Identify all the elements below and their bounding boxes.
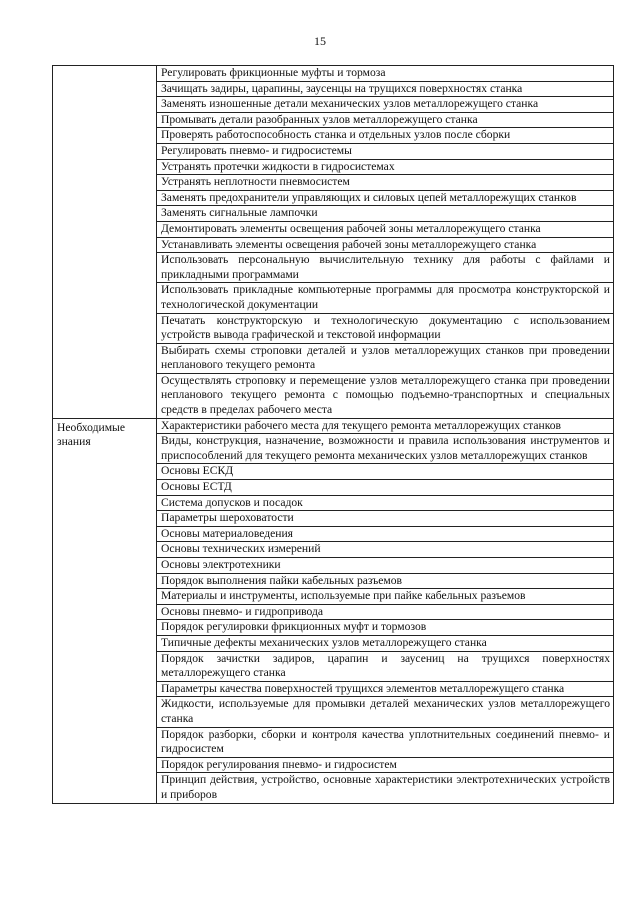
skill-item: Промывать детали разобранных узлов металлорежущего станка [157,112,614,128]
knowledge-item: Основы электротехники [157,558,614,574]
skill-item: Зачищать задиры, царапины, заусенцы на трущихся поверхностях станка [157,81,614,97]
knowledge-item: Параметры качества поверхностей трущихся элементов металлорежущего станка [157,681,614,697]
skill-row [53,66,614,82]
skill-item: Использовать прикладные компьютерные программы для просмотра конструкторской и технологической документации [157,283,614,313]
knowledge-item: Порядок регулирования пневмо- и гидросистем [157,757,614,773]
skill-item: Заменять предохранители управляющих и силовых цепей металлорежущих станков [157,190,614,206]
skill-item: Демонтировать элементы освещения рабочей зоны металлорежущего станка [157,221,614,237]
skill-label [53,66,157,419]
skill-item: Осуществлять строповку и перемещение узлов металлорежущего станка при проведении непланового текущего ремонта с помощью подъемно-транспортных и специальных средств в пределах рабочего места [157,373,614,418]
knowledge-label: Необходимые знания [53,418,157,803]
skill-item: Проверять работоспособность станка и отдельных узлов после сборки [157,128,614,144]
knowledge-item: Материалы и инструменты, используемые при пайке кабельных разъемов [157,589,614,605]
skill-item: Устранять протечки жидкости в гидросистемах [157,159,614,175]
knowledge-item: Порядок зачистки задиров, царапин и заусениц на трущихся поверхностях металлорежущего станка [157,651,614,681]
knowledge-item: Жидкости, используемые для промывки деталей механических узлов металлорежущего станка [157,697,614,727]
skill-item: Регулировать пневмо- и гидросистемы [157,143,614,159]
knowledge-row [53,418,614,434]
page-number: 15 [314,34,326,48]
requirements-table [52,65,614,804]
knowledge-item: Основы технических измерений [157,542,614,558]
knowledge-item: Параметры шероховатости [157,511,614,527]
knowledge-item: Виды, конструкция, назначение, возможности и правила использования инструментов и приспособлений для текущего ремонта механических узлов металлорежущих станков [157,434,614,464]
knowledge-item: Принцип действия, устройство, основные характеристики электротехнических устройств и приборов [157,773,614,803]
skill-item: Заменять изношенные детали механических узлов металлорежущего станка [157,97,614,113]
skill-item: Выбирать схемы строповки деталей и узлов металлорежущих станков при проведении непланового текущего ремонта [157,343,614,373]
knowledge-item: Порядок разборки, сборки и контроля качества уплотнительных соединений пневмо- и гидросистем [157,727,614,757]
skill-item: Регулировать фрикционные муфты и тормоза [157,66,614,82]
knowledge-item: Основы пневмо- и гидропривода [157,604,614,620]
knowledge-item: Основы ЕСКД [157,464,614,480]
skill-item: Печатать конструкторскую и технологическую документацию с использованием устройств вывода графической и текстовой информации [157,313,614,343]
knowledge-item: Порядок выполнения пайки кабельных разъемов [157,573,614,589]
knowledge-item: Характеристики рабочего места для текущего ремонта металлорежущих станков [157,418,614,434]
skill-item: Устанавливать элементы освещения рабочей зоны металлорежущего станка [157,237,614,253]
knowledge-item: Типичные дефекты механических узлов металлорежущего станка [157,635,614,651]
skill-item: Устранять неплотности пневмосистем [157,175,614,191]
knowledge-item: Порядок регулировки фрикционных муфт и тормозов [157,620,614,636]
requirements-table-body [53,66,614,804]
knowledge-item: Основы материаловедения [157,526,614,542]
knowledge-item: Основы ЕСТД [157,480,614,496]
skill-item: Заменять сигнальные лампочки [157,206,614,222]
knowledge-item: Система допусков и посадок [157,495,614,511]
skill-item: Использовать персональную вычислительную технику для работы с файлами и прикладными программами [157,253,614,283]
